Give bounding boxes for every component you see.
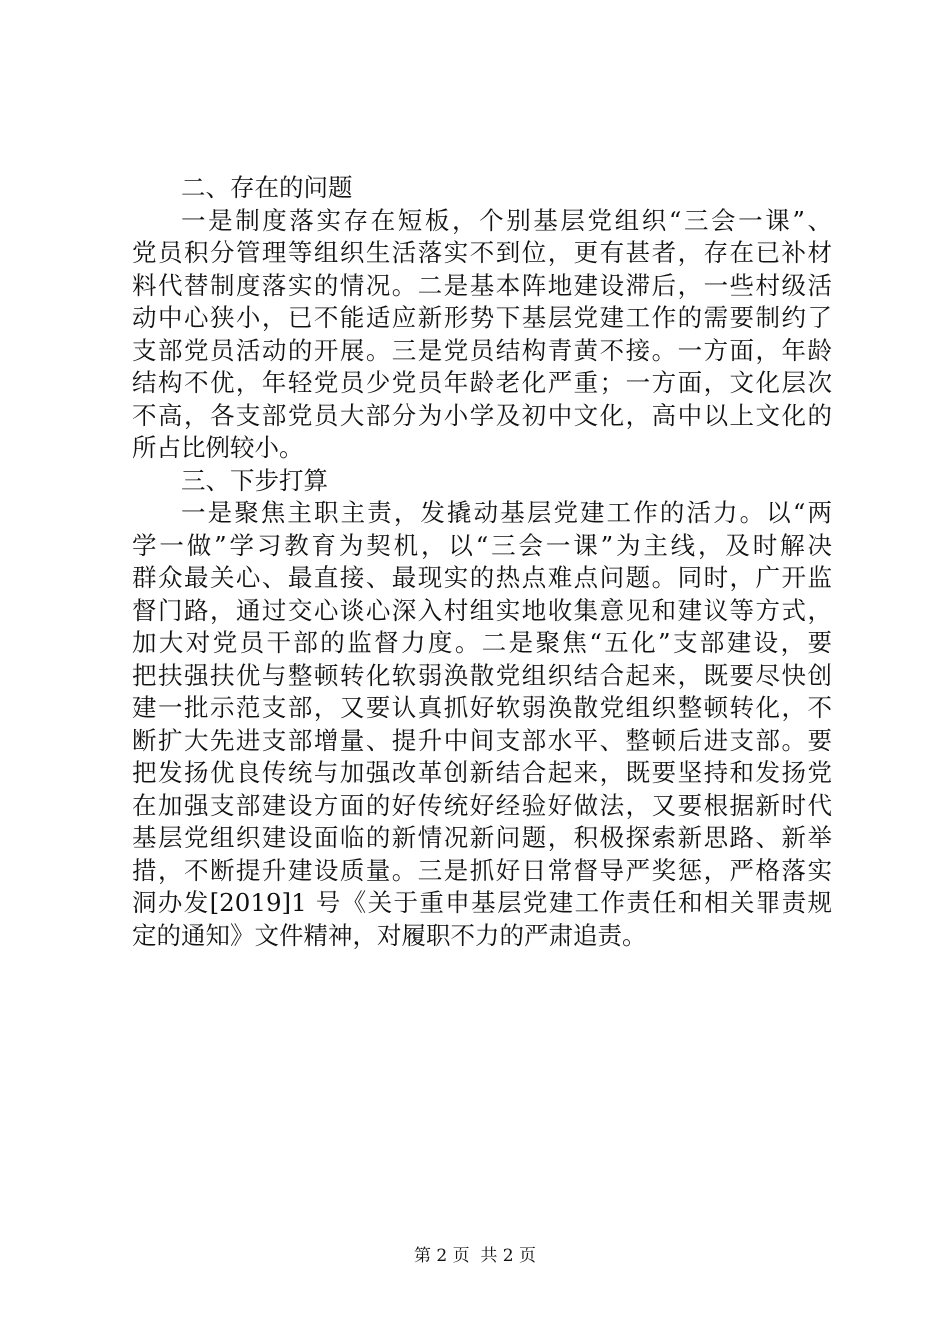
text-line: 所占比例较小。 bbox=[132, 433, 304, 462]
text-line: 料代替制度落实的情况。二是基本阵地建设滞后，一些村级活 bbox=[132, 270, 832, 300]
text-line: 措，不断提升建设质量。三是抓好日常督导严奖惩，严格落实 bbox=[132, 855, 832, 885]
text-line: 不高，各支部党员大部分为小学及初中文化，高中以上文化的 bbox=[132, 400, 832, 430]
text-line: 支部党员活动的开展。三是党员结构青黄不接。一方面，年龄 bbox=[132, 335, 832, 365]
text-line: 党员积分管理等组织生活落实不到位，更有甚者，存在已补材 bbox=[132, 238, 832, 267]
text-line: 动中心狭小，已不能适应新形势下基层党建工作的需要制约了 bbox=[132, 303, 832, 332]
text-line: 定的通知》文件精神，对履职不力的严肃追责。 bbox=[132, 920, 647, 950]
text-line: 结构不优，年轻党员少党员年龄老化严重；一方面，文化层次 bbox=[132, 368, 832, 397]
text-line: 把发扬优良传统与加强改革创新结合起来，既要坚持和发扬党 bbox=[132, 758, 832, 787]
text-line: 在加强支部建设方面的好传统好经验好做法，又要根据新时代 bbox=[132, 790, 832, 820]
text-line: 一是制度落实存在短板，个别基层党组织“三会一课”、 bbox=[181, 205, 832, 235]
document-body bbox=[132, 172, 832, 952]
text-line: 群众最关心、最直接、最现实的热点难点问题。同时，广开监 bbox=[132, 563, 832, 592]
text-line: 建一批示范支部，又要认真抓好软弱涣散党组织整顿转化，不 bbox=[132, 693, 832, 722]
text-line: 加大对党员干部的监督力度。二是聚焦“五化”支部建设，要 bbox=[132, 628, 832, 657]
page-footer: 第 2 页 共 2 页 bbox=[413, 1246, 537, 1266]
text-line: 督门路，通过交心谈心深入村组实地收集意见和建议等方式， bbox=[132, 595, 832, 625]
text-line: 一是聚焦主职主责，发撬动基层党建工作的活力。以“两 bbox=[181, 498, 832, 527]
text-line: 学一做”学习教育为契机，以“三会一课”为主线，及时解决 bbox=[132, 530, 832, 560]
text-line: 把扶强扶优与整顿转化软弱涣散党组织结合起来，既要尽快创 bbox=[132, 660, 832, 690]
text-line: 基层党组织建设面临的新情况新问题，积极探索新思路、新举 bbox=[132, 823, 832, 852]
text-line: 三、下步打算 bbox=[181, 465, 328, 495]
text-line: 二、存在的问题 bbox=[181, 173, 353, 202]
text-line: 断扩大先进支部增量、提升中间支部水平、整顿后进支部。要 bbox=[132, 725, 832, 755]
text-line: 洞办发[2019]1 号《关于重申基层党建工作责任和相关罪责规 bbox=[132, 888, 832, 917]
